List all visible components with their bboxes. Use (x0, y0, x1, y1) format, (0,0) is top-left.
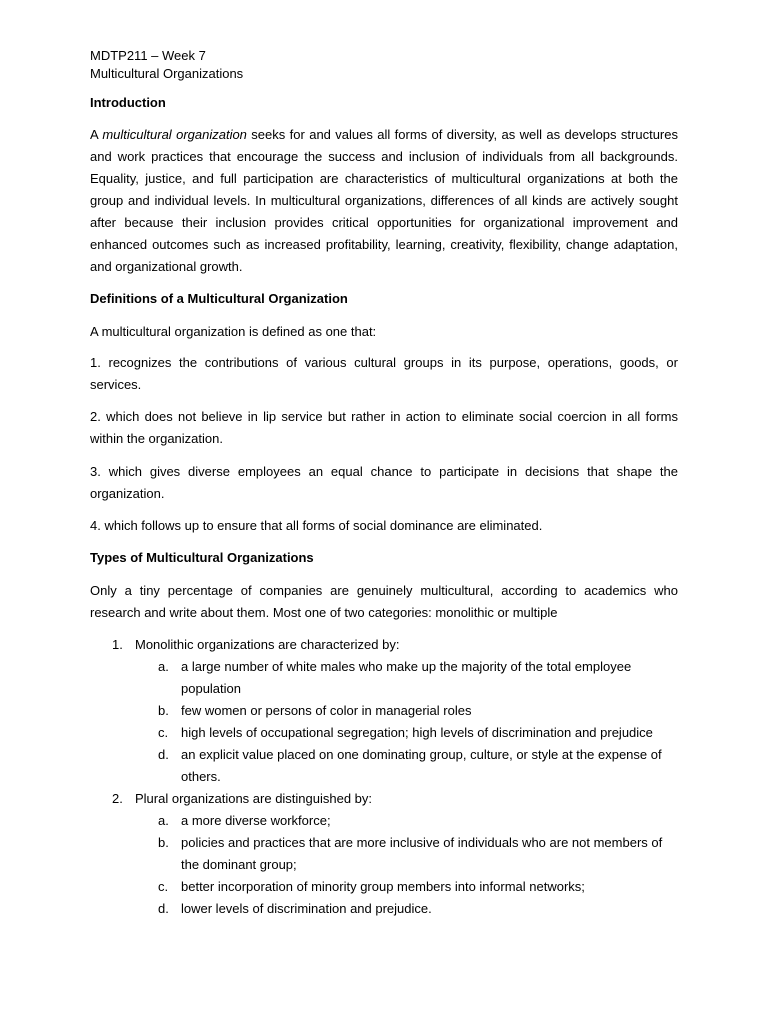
definition-item: 4. which follows up to ensure that all forms of social dominance are eliminated. (90, 518, 543, 533)
list-subitem-text: a large number of white males who make up the majority of the total employee population (181, 659, 632, 696)
definition-item: 3. which gives diverse employees an equal chance to participate in decisions that shape the organization. (90, 464, 678, 501)
list-marker: b. (158, 835, 169, 850)
list-subitem-text: high levels of occupational segregation; high levels of discrimination and prejudice (181, 725, 653, 740)
definitions-lead: A multicultural organization is defined as one that: (90, 324, 377, 339)
list-subitem-text: an explicit value placed on one dominating group, culture, or style at the expense of others. (181, 747, 662, 784)
list-marker: 1. (112, 637, 123, 652)
list-subitem-text: better incorporation of minority group members into informal networks; (181, 879, 585, 894)
list-subitem-text: few women or persons of color in managerial roles (181, 703, 472, 718)
list-marker: d. (158, 901, 169, 916)
list-marker: a. (158, 659, 169, 674)
document-topic: Multicultural Organizations (90, 66, 244, 81)
intro-paragraph (90, 124, 678, 278)
list-marker: c. (158, 879, 169, 894)
intro-body: seeks for and values all forms of diversity, as well as develops structures and work practices that encourage the success and inclusion of individuals from all backgrounds. Equality, justice, and full participation are characteristics of multicultural organizations at both the group and individual levels. In multicultural organizations, differences of all kinds are actively sought after because their inclusion provides critical opportunities for organizational improvement and enhanced outcomes such as increased profitability, learning, creativity, flexibility, change adaptation, and organizational growth. (90, 127, 678, 274)
course-week-label: MDTP211 – Week 7 (90, 48, 206, 63)
list-subitem-text: a more diverse workforce; (181, 813, 331, 828)
types-heading: Types of Multicultural Organizations (90, 550, 314, 565)
definition-item: 2. which does not believe in lip service but rather in action to eliminate social coercion in all forms within the organization. (90, 409, 678, 446)
list-label: Monolithic organizations are characterized by: (135, 637, 400, 652)
list-subitem-text: policies and practices that are more inclusive of individuals who are not members of the dominant group; (181, 835, 663, 872)
list-marker: d. (158, 747, 169, 762)
intro-term: multicultural organization (102, 127, 247, 142)
types-lead: Only a tiny percentage of companies are genuinely multicultural, according to academics who research and write about them. Most one of two categories: monolithic or multiple (90, 583, 678, 620)
list-marker: a. (158, 813, 169, 828)
list-marker: c. (158, 725, 169, 740)
definition-item: 1. recognizes the contributions of various cultural groups in its purpose, operations, goods, or services. (90, 355, 678, 392)
list-label: Plural organizations are distinguished by: (135, 791, 373, 806)
list-subitem-text: lower levels of discrimination and prejudice. (181, 901, 432, 916)
definitions-heading: Definitions of a Multicultural Organization (90, 291, 348, 306)
list-marker: 2. (112, 791, 123, 806)
list-marker: b. (158, 703, 169, 718)
intro-heading: Introduction (90, 95, 166, 110)
intro-lead: A (90, 127, 103, 142)
